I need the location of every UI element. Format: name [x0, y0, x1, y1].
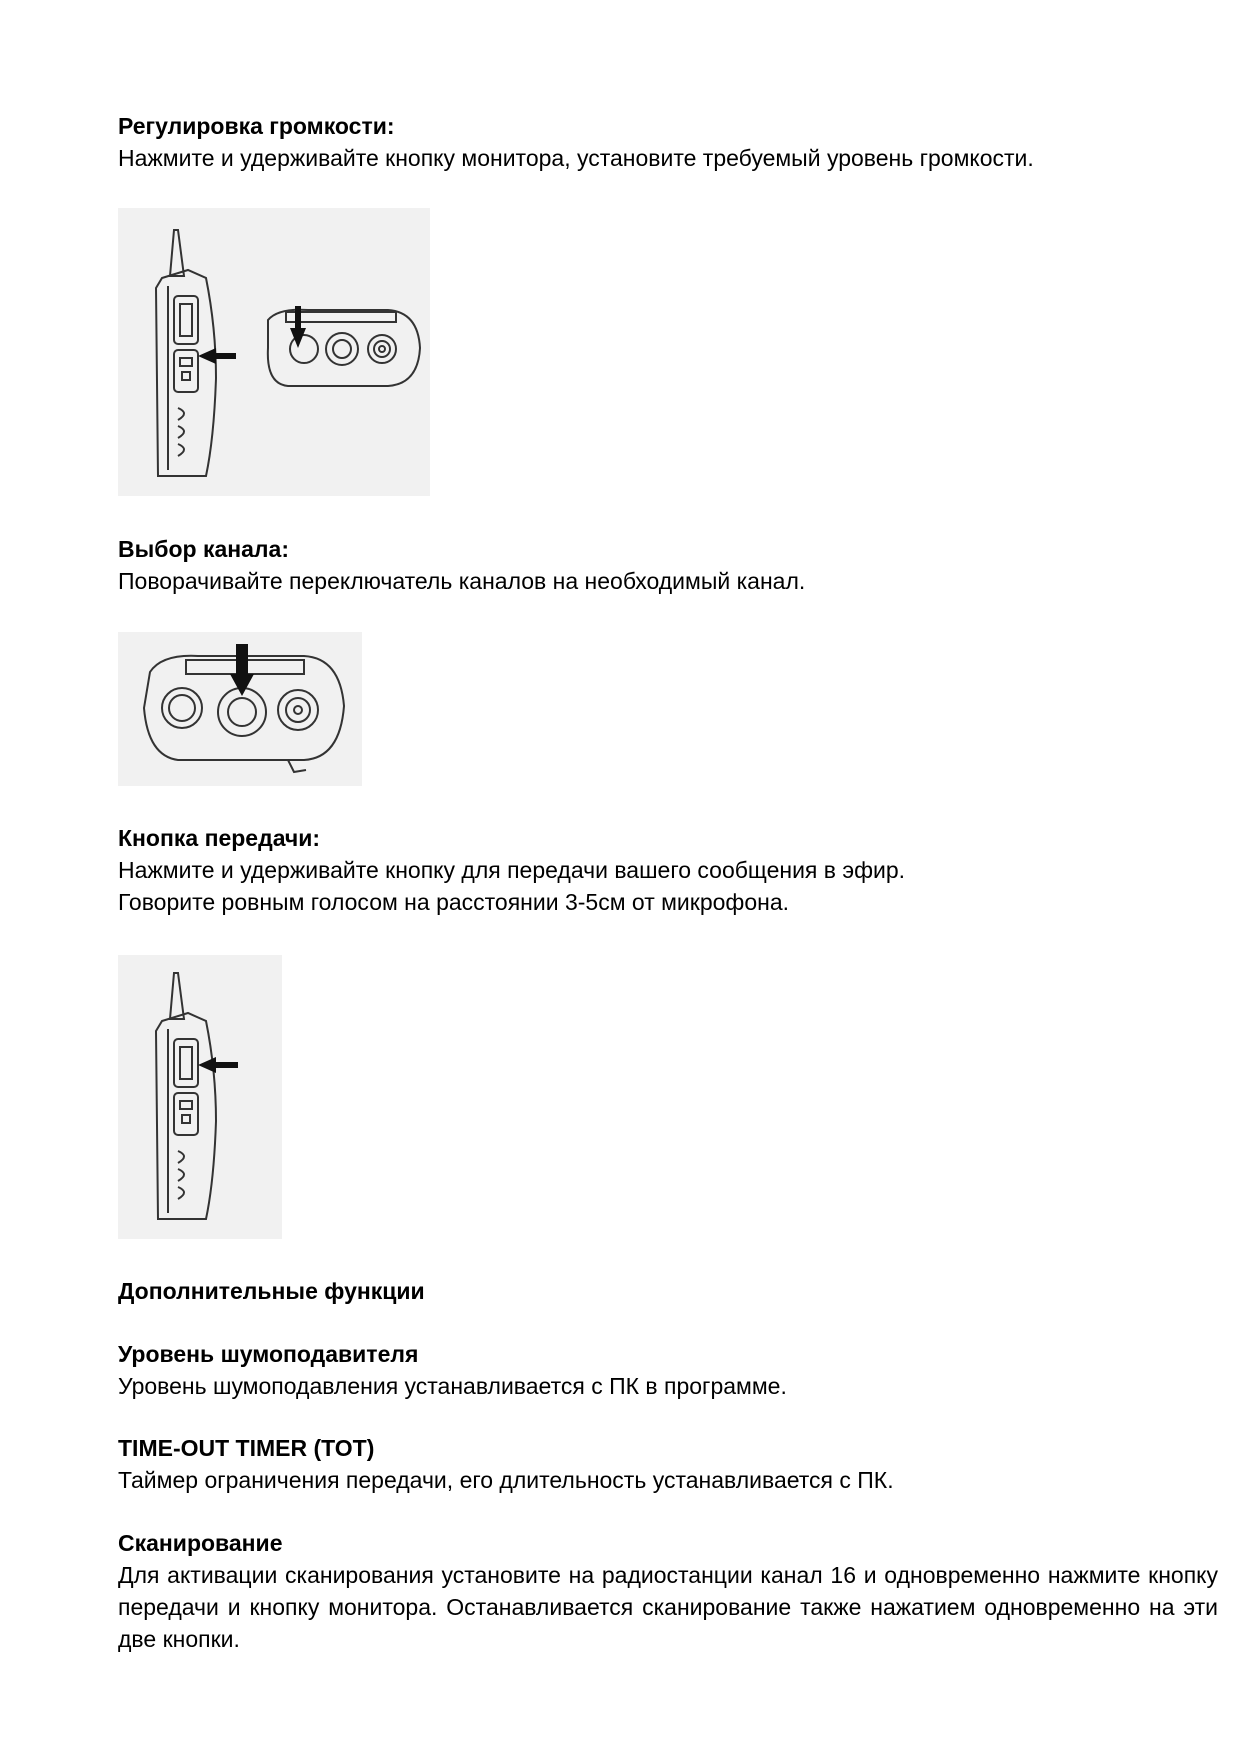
volume-text: Нажмите и удерживайте кнопку монитора, установите требуемый уровень громкости.	[118, 145, 1034, 171]
tot-title: TIME-OUT TIMER (TOT)	[118, 1435, 375, 1461]
extra-section	[118, 1275, 425, 1307]
radio-top-channel-knob-illustration	[118, 632, 362, 786]
radio-side-ptt-illustration	[118, 955, 282, 1239]
ptt-text-line2: Говорите ровным голосом на расстоянии 3-5см от микрофона.	[118, 889, 790, 915]
squelch-section	[118, 1338, 787, 1402]
ptt-section	[118, 822, 905, 918]
channel-text: Поворачивайте переключатель каналов на необходимый канал.	[118, 568, 806, 594]
channel-section	[118, 533, 805, 597]
channel-title: Выбор канала:	[118, 536, 289, 562]
volume-section	[118, 110, 1034, 174]
scan-title: Сканирование	[118, 1530, 283, 1556]
volume-title: Регулировка громкости:	[118, 113, 395, 139]
scan-text: Для активации сканирования установите на радиостанции канал 16 и одновременно нажмите кнопку передачи и кнопку монитора. Останавливается сканирование также нажатием одновременно на эти две кнопки.	[118, 1562, 1218, 1652]
ptt-title: Кнопка передачи:	[118, 825, 321, 851]
squelch-title: Уровень шумоподавителя	[118, 1341, 419, 1367]
squelch-text: Уровень шумоподавления устанавливается с ПК в программе.	[118, 1373, 787, 1399]
ptt-text-line1: Нажмите и удерживайте кнопку для передачи вашего сообщения в эфир.	[118, 857, 906, 883]
radio-side-and-top-illustration	[118, 208, 430, 496]
extra-title: Дополнительные функции	[118, 1278, 425, 1304]
scan-section	[118, 1527, 1218, 1655]
tot-text: Таймер ограничения передачи, его длительность устанавливается с ПК.	[118, 1467, 894, 1493]
tot-section	[118, 1432, 894, 1496]
